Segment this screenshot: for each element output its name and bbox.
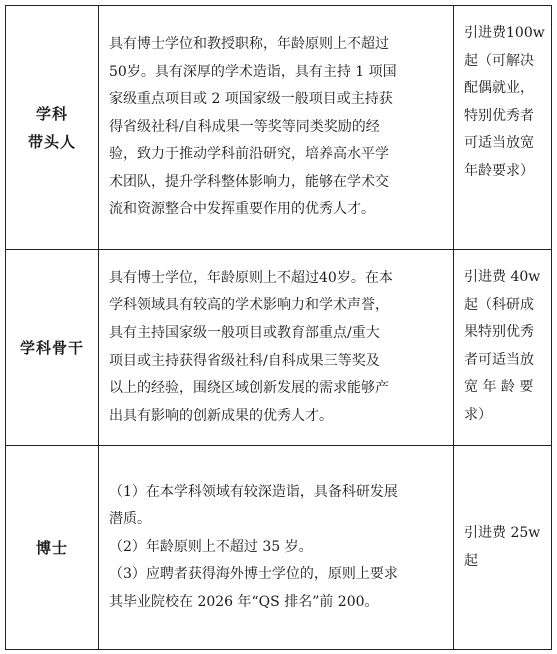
fee-line: 求） (464, 406, 492, 423)
fee-line: 果特别优秀 (464, 324, 534, 341)
fee-line: 配偶就业， (464, 80, 534, 97)
fee-line: 起（可解决 (464, 52, 534, 69)
category-line: 学科骨干 (19, 338, 84, 357)
fee-line: 引进费 25w (464, 524, 541, 541)
requirement-line: （2）年龄原则上不超过 35 岁。 (109, 538, 313, 555)
requirement-line: 验，致力于推动学科前沿研究，培养高水平学 (109, 146, 389, 163)
fee-line: 起 (464, 552, 478, 569)
fee-line: 者可适当放 (464, 351, 534, 368)
category-line: 带头人 (27, 132, 76, 151)
requirement-line: 其毕业院校在 2026 年“QS 排名”前 200。 (109, 593, 379, 610)
fee-line: 引进费100w (464, 25, 545, 41)
fee-cell (454, 6, 552, 250)
category-cell (6, 250, 99, 446)
requirement-line: 术团队，提升学科整体影响力，能够在学术交 (109, 173, 389, 190)
fee-line: 年龄要求） (464, 162, 534, 179)
requirement-line: 具有博士学位，年龄原则上不超过40岁。在本 (109, 269, 393, 286)
requirement-line: 学科领域具有较高的学术影响力和学术声誉， (109, 297, 389, 314)
category-line: 博士 (35, 538, 68, 557)
fee-line: 特别优秀者 (464, 107, 534, 124)
category-line: 学科 (35, 104, 68, 123)
requirement-line: 50岁。具有深厚的学术造诣，具有主持 1 项国 (109, 63, 397, 80)
requirement-line: 家级重点项目或 2 项国家级一般项目或主持获 (109, 91, 393, 108)
requirement-line: 潜质。 (109, 511, 151, 528)
fee-line: 宽 年 龄 要 (464, 379, 534, 396)
requirement-line: 具有博士学位和教授职称，年龄原则上不超过 (109, 35, 389, 52)
fee-line: 可适当放宽 (464, 135, 534, 152)
fee-cell (454, 250, 552, 446)
category-cell (6, 6, 99, 250)
requirement-line: 以上的经验，围绕区域创新发展的需求能够产 (109, 380, 389, 397)
requirement-line: （3）应聘者获得海外博士学位的，原则上要求 (109, 566, 398, 583)
requirement-line: 项目或主持获得省级社科/自科成果三等奖及 (109, 352, 380, 369)
requirement-line: （1）在本学科领域有较深造诣，具备科研发展 (109, 483, 398, 500)
requirement-cell (99, 6, 454, 250)
table-row-discipline-leader (6, 6, 552, 250)
table-row-doctor (6, 446, 552, 650)
requirement-line: 具有主持国家级一般项目或教育部重点/重大 (109, 324, 380, 341)
requirement-line: 流和资源整合中发挥重要作用的优秀人才。 (109, 201, 375, 218)
fee-cell (454, 446, 552, 650)
requirement-line: 出具有影响的创新成果的优秀人才。 (109, 407, 333, 424)
recruitment-table (5, 5, 552, 650)
category-cell (6, 446, 99, 650)
requirement-cell (99, 250, 454, 446)
fee-line: 起（科研成 (464, 296, 534, 313)
fee-line: 引进费 40w (464, 269, 541, 285)
requirement-cell (99, 446, 454, 650)
requirement-line: 得省级社科/自科成果一等奖等同类奖励的经 (109, 118, 380, 135)
table-row-discipline-backbone (6, 250, 552, 446)
